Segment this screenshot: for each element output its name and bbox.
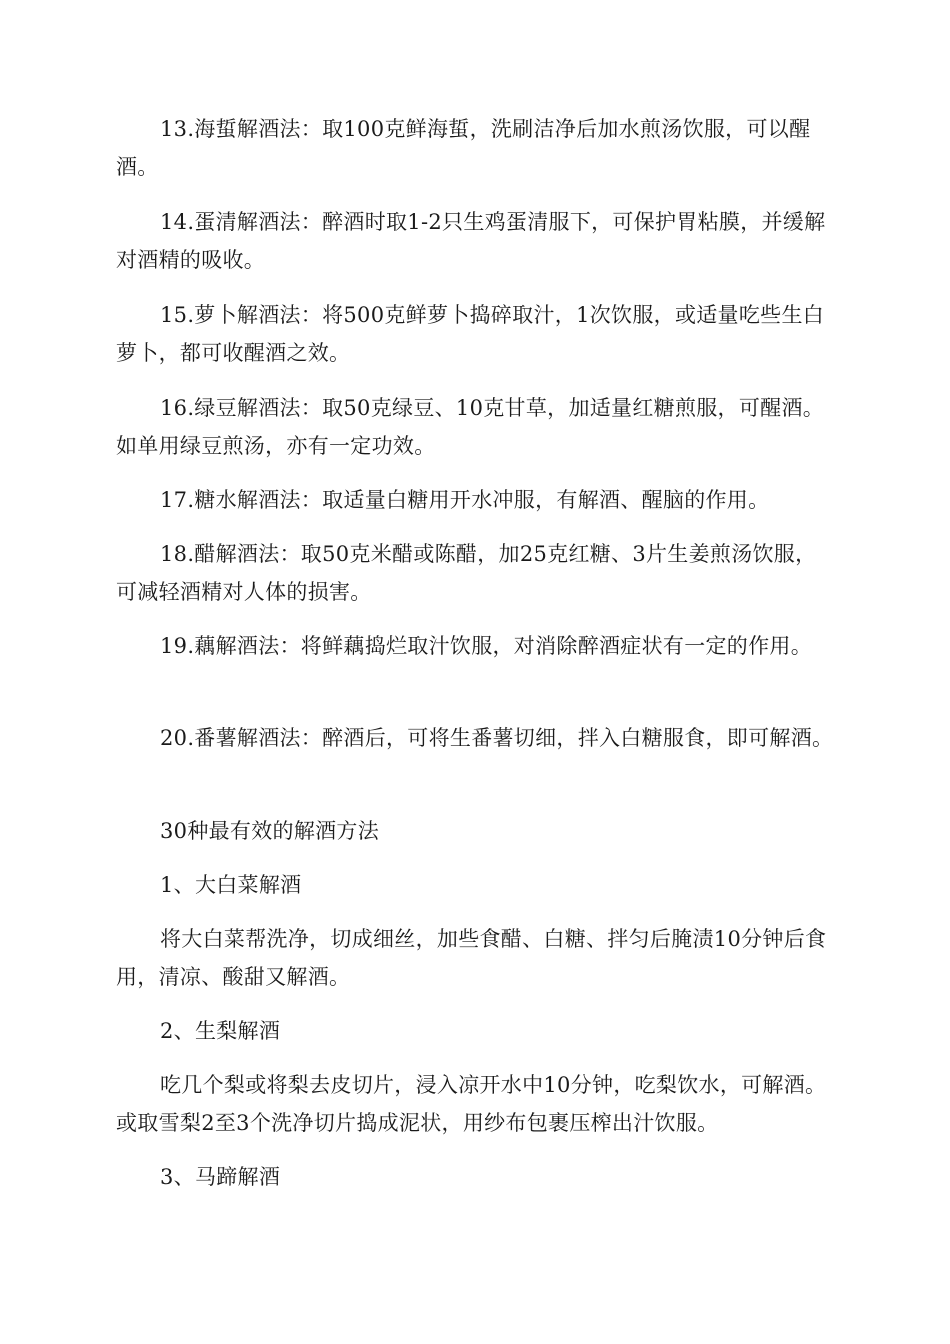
item-heading-1-cabbage: 1、大白菜解酒 bbox=[160, 873, 302, 897]
paragraph-15-radish: 15.萝卜解酒法：将500克鲜萝卜捣碎取汁，1次饮服，或适量吃些生白萝卜，都可收醒酒之效。 bbox=[116, 303, 825, 365]
paragraph-18-vinegar: 18.醋解酒法：取50克米醋或陈醋，加25克红糖、3片生姜煎汤饮服，可减轻酒精对人体的损害。 bbox=[116, 542, 817, 604]
item-heading-3-water-chestnut: 3、马蹄解酒 bbox=[160, 1165, 281, 1189]
paragraph-20-sweet-potato: 20.番薯解酒法：醉酒后，可将生番薯切细，拌入白糖服食，即可解酒。 bbox=[160, 726, 834, 750]
paragraph-16-mung-bean: 16.绿豆解酒法：取50克绿豆、10克甘草，加适量红糖煎服，可醒酒。如单用绿豆煎汤，亦有一定功效。 bbox=[116, 396, 825, 458]
item-heading-2-pear: 2、生梨解酒 bbox=[160, 1019, 281, 1043]
paragraph-pear: 吃几个梨或将梨去皮切片，浸入凉开水中10分钟，吃梨饮水，可解酒。或取雪梨2至3个洗净切片捣成泥状，用纱布包裹压榨出汁饮服。 bbox=[116, 1073, 827, 1135]
paragraph-17-sugar-water: 17.糖水解酒法：取适量白糖用开水冲服，有解酒、醒脑的作用。 bbox=[160, 488, 770, 512]
paragraph-14-egg-white: 14.蛋清解酒法：醉酒时取1-2只生鸡蛋清服下，可保护胃粘膜，并缓解对酒精的吸收。 bbox=[116, 210, 826, 272]
paragraph-13-jellyfish: 13.海蜇解酒法：取100克鲜海蜇，洗刷洁净后加水煎汤饮服，可以醒酒。 bbox=[116, 117, 811, 179]
paragraph-cabbage: 将大白菜帮洗净，切成细丝，加些食醋、白糖、拌匀后腌渍10分钟后食用，清凉、酸甜又解酒。 bbox=[116, 927, 827, 989]
paragraph-19-lotus-root: 19.藕解酒法：将鲜藕捣烂取汁饮服，对消除醉酒症状有一定的作用。 bbox=[160, 634, 812, 658]
section-heading: 30种最有效的解酒方法 bbox=[160, 819, 380, 843]
